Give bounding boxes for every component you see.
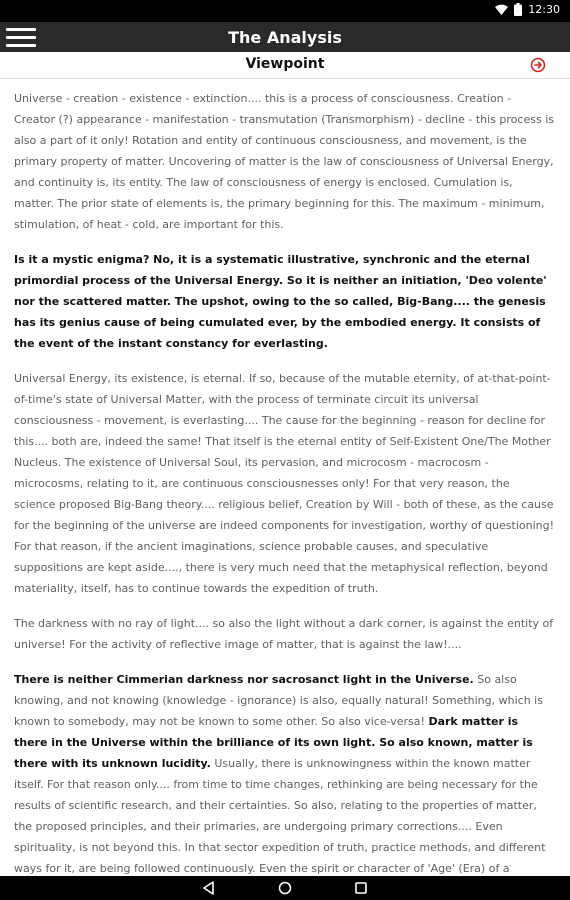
paragraph-2: Is it a mystic enigma? No, it is a systematic illustrative, synchronic and the eternal primordial process of the Universal Energy. So it is neither an initiation, 'Deo volente' nor the scattered matter. The upshot, owing to the so called, Big-Bang.... the genesis has its genius cause of being cumulated ever, by the embodied energy. It consists of the event of the instant constancy for everlasting. (14, 253, 547, 350)
article-content[interactable] (14, 88, 554, 876)
paragraph-5-bold-2: Dark matter is there in the Universe within the brilliance of its own light. So also known, matter is there with its unknown lucidity. (14, 715, 533, 770)
wifi-icon (495, 4, 508, 15)
paragraph-5-bold-1: There is neither Cimmerian darkness nor sacrosanct light in the Universe. (14, 673, 474, 686)
paragraph-5-text-1: So also knowing, and not knowing (knowledge - ignorance) is also, equally natural! Something, which is known to somebody, may not be known to some other. So also vice-versa! (14, 673, 543, 728)
close-circle-icon[interactable] (530, 57, 546, 73)
app-title: The Analysis (228, 28, 342, 47)
home-icon[interactable] (276, 879, 294, 897)
recents-icon[interactable] (352, 879, 370, 897)
status-time: 12:30 (528, 3, 560, 16)
app-bar (0, 22, 570, 52)
paragraph-3: Universal Energy, its existence, is eternal. If so, because of the mutable eternity, of at-that-point-of-time's state of Universal Matter, with the process of terminate circuit its universal consciousness - movement, is everlasting.... The cause for the beginning - reason for decline for this.... both are, indeed the same! That itself is the eternal entity of Self-Existent One/The Mother Nucleus. The existence of Universal Soul, its pervasion, and microcosm - macrocosm - microcosms, relating to it, are continuous consciousnesses only! For that very reason, the science proposed Big-Bang theory.... religious belief, Creation by Will - both of these, as the cause for the beginning of the universe are indeed components for investigation, worthy of questioning! For that reason, if the ancient imaginations, science probable causes, and speculative suppositions are kept aside...., there is very much need that the metaphysical reflection, beyond materiality, itself, has to continue towards the expedition of truth. (14, 372, 555, 595)
status-bar (0, 0, 570, 22)
section-header (0, 52, 570, 79)
navigation-bar (0, 876, 570, 900)
paragraph-5-text-2: Usually, there is unknowingness within the known matter itself. For that reason only.... from time to time changes, rethinking are being necessary for the results of scientific research, and their certainties. So also, relating to the properties of matter, the proposed principles, and their primaries, are undergoing primary corrections.... Even spirituality, is not beyond this. In that sector expedition of truth, practice methods, and different ways for it, are being followed continuously. Even the spirit or character of 'Age' (Era) of a (14, 757, 546, 875)
paragraph-4: The darkness with no ray of light.... so also the light without a dark corner, is against the entity of universe! For the activity of reflective image of matter, that is against the law!.... (14, 617, 554, 651)
section-title: Viewpoint (245, 56, 325, 72)
battery-icon (514, 3, 522, 16)
back-icon[interactable] (200, 879, 218, 897)
paragraph-5 (14, 669, 554, 900)
status-icons (495, 3, 560, 16)
paragraph-1: Universe - creation - existence - extinction.... this is a process of consciousness. Creation - Creator (?) appearance - manifestation - transmutation (Transmorphism) - decline - this process is also a part of it only! Rotation and entity of continuous consciousness, and movement, is the primary property of matter. Uncovering of matter is the law of consciousness of Universal Energy, and continuity is, its entity. The law of consciousness of energy is enclosed. Cumulation is, matter. The prior state of elements is, the primary beginning for this. The maximum - minimum, stimulation, of heat - cold, are important for this. (14, 92, 554, 231)
